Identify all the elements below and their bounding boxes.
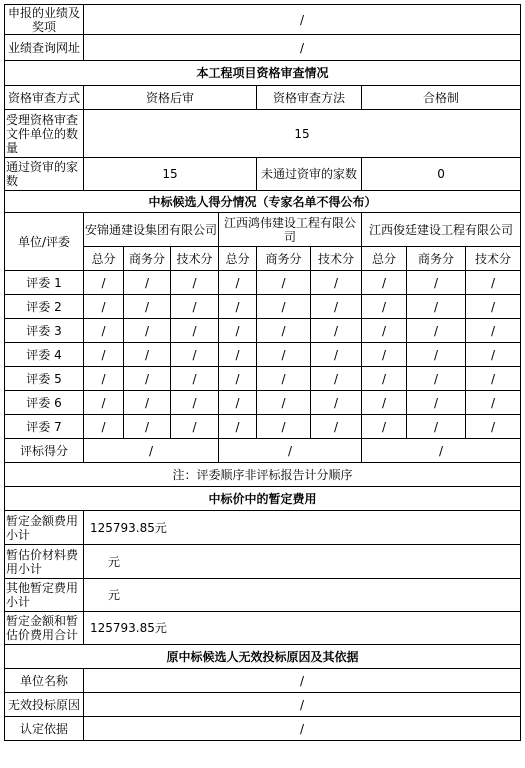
invalid-label: 认定依据 bbox=[5, 717, 84, 741]
invalid-row bbox=[5, 669, 521, 693]
achievements-label: 申报的业绩及奖项 bbox=[5, 5, 84, 35]
total-score-label: 评标得分 bbox=[5, 439, 84, 463]
judge-rows bbox=[5, 271, 521, 439]
score-cell: / bbox=[84, 271, 124, 295]
judge-label: 评委 4 bbox=[5, 343, 84, 367]
total-score-value: / bbox=[362, 439, 521, 463]
provisional-row bbox=[5, 612, 521, 645]
invalid-row bbox=[5, 717, 521, 741]
unit-judge-label: 单位/评委 bbox=[5, 213, 84, 271]
invalid-section-row bbox=[5, 645, 521, 669]
judge-label: 评委 5 bbox=[5, 367, 84, 391]
score-cell: / bbox=[311, 343, 362, 367]
query-url-row bbox=[5, 35, 521, 61]
passed-value: 15 bbox=[84, 158, 257, 191]
provisional-value: 元 bbox=[84, 545, 521, 579]
score-cell: / bbox=[257, 295, 311, 319]
score-cell: / bbox=[171, 271, 219, 295]
subheader-total: 总分 bbox=[84, 247, 124, 271]
score-cell: / bbox=[171, 343, 219, 367]
judge-row bbox=[5, 295, 521, 319]
provisional-row bbox=[5, 579, 521, 612]
provisional-section-title: 中标价中的暂定费用 bbox=[5, 487, 521, 511]
provisional-rows bbox=[5, 511, 521, 645]
score-cell: / bbox=[407, 367, 466, 391]
total-score-value: / bbox=[219, 439, 362, 463]
received-label: 受理资格审查文件单位的数量 bbox=[5, 110, 84, 158]
score-cell: / bbox=[407, 415, 466, 439]
score-cell: / bbox=[466, 391, 521, 415]
score-cell: / bbox=[311, 367, 362, 391]
scores-section-title: 中标候选人得分情况（专家名单不得公布） bbox=[5, 191, 521, 213]
provisional-row bbox=[5, 511, 521, 545]
qualification-section-row bbox=[5, 61, 521, 86]
provisional-label: 暂定金额和暂估价费用合计 bbox=[5, 612, 84, 645]
score-cell: / bbox=[219, 367, 257, 391]
score-cell: / bbox=[84, 295, 124, 319]
company-name: 安锦通建设集团有限公司 bbox=[84, 213, 219, 247]
score-cell: / bbox=[466, 415, 521, 439]
judge-row bbox=[5, 367, 521, 391]
score-cell: / bbox=[311, 319, 362, 343]
score-cell: / bbox=[362, 343, 407, 367]
score-cell: / bbox=[84, 319, 124, 343]
score-cell: / bbox=[124, 295, 171, 319]
judge-row bbox=[5, 343, 521, 367]
total-score-value: / bbox=[84, 439, 219, 463]
score-cell: / bbox=[466, 295, 521, 319]
score-cell: / bbox=[466, 319, 521, 343]
review-mode-row bbox=[5, 86, 521, 110]
score-cell: / bbox=[257, 367, 311, 391]
invalid-label: 无效投标原因 bbox=[5, 693, 84, 717]
judge-label: 评委 2 bbox=[5, 295, 84, 319]
query-url-value: / bbox=[84, 35, 521, 61]
score-cell: / bbox=[124, 319, 171, 343]
judge-label: 评委 1 bbox=[5, 271, 84, 295]
judge-row bbox=[5, 415, 521, 439]
score-cell: / bbox=[311, 391, 362, 415]
passed-label: 通过资审的家数 bbox=[5, 158, 84, 191]
score-cell: / bbox=[257, 319, 311, 343]
score-cell: / bbox=[466, 271, 521, 295]
score-cell: / bbox=[407, 295, 466, 319]
received-value: 15 bbox=[84, 110, 521, 158]
subheader-business: 商务分 bbox=[124, 247, 171, 271]
score-cell: / bbox=[124, 271, 171, 295]
score-cell: / bbox=[362, 367, 407, 391]
subheader-total: 总分 bbox=[219, 247, 257, 271]
score-cell: / bbox=[407, 343, 466, 367]
score-cell: / bbox=[362, 295, 407, 319]
score-cell: / bbox=[171, 391, 219, 415]
provisional-section-row bbox=[5, 487, 521, 511]
score-cell: / bbox=[219, 415, 257, 439]
provisional-label: 暂估价材料费用小计 bbox=[5, 545, 84, 579]
provisional-label: 暂定金额费用小计 bbox=[5, 511, 84, 545]
score-cell: / bbox=[257, 415, 311, 439]
qualification-section-title: 本工程项目资格审查情况 bbox=[5, 61, 521, 86]
score-cell: / bbox=[84, 415, 124, 439]
score-cell: / bbox=[407, 271, 466, 295]
query-url-label: 业绩查询网址 bbox=[5, 35, 84, 61]
score-cell: / bbox=[362, 415, 407, 439]
failed-label: 未通过资审的家数 bbox=[257, 158, 362, 191]
subheader-technical: 技术分 bbox=[466, 247, 521, 271]
provisional-label: 其他暂定费用小计 bbox=[5, 579, 84, 612]
failed-value: 0 bbox=[362, 158, 521, 191]
scores-note-row bbox=[5, 463, 521, 487]
score-cell: / bbox=[257, 271, 311, 295]
provisional-row bbox=[5, 545, 521, 579]
invalid-rows bbox=[5, 669, 521, 741]
score-cell: / bbox=[219, 271, 257, 295]
received-row bbox=[5, 110, 521, 158]
score-cell: / bbox=[362, 271, 407, 295]
score-cell: / bbox=[257, 391, 311, 415]
score-cell: / bbox=[84, 343, 124, 367]
score-cell: / bbox=[171, 295, 219, 319]
score-cell: / bbox=[219, 319, 257, 343]
score-cell: / bbox=[84, 367, 124, 391]
score-cell: / bbox=[362, 391, 407, 415]
score-cell: / bbox=[124, 343, 171, 367]
judge-row bbox=[5, 319, 521, 343]
bid-result-table bbox=[4, 4, 521, 741]
bid-result-document bbox=[4, 4, 521, 741]
subheader-total: 总分 bbox=[362, 247, 407, 271]
score-cell: / bbox=[124, 415, 171, 439]
score-cell: / bbox=[407, 391, 466, 415]
score-cell: / bbox=[219, 295, 257, 319]
judge-label: 评委 7 bbox=[5, 415, 84, 439]
invalid-value: / bbox=[84, 717, 521, 741]
subheader-technical: 技术分 bbox=[171, 247, 219, 271]
score-cell: / bbox=[466, 367, 521, 391]
invalid-label: 单位名称 bbox=[5, 669, 84, 693]
review-mode-value: 资格后审 bbox=[84, 86, 257, 110]
subheader-business: 商务分 bbox=[257, 247, 311, 271]
total-score-row bbox=[5, 439, 521, 463]
provisional-value: 元 bbox=[84, 579, 521, 612]
score-cell: / bbox=[362, 319, 407, 343]
company-name: 江西俊廷建设工程有限公司 bbox=[362, 213, 521, 247]
review-method-value: 合格制 bbox=[362, 86, 521, 110]
judge-row bbox=[5, 271, 521, 295]
score-cell: / bbox=[171, 367, 219, 391]
invalid-row bbox=[5, 693, 521, 717]
score-cell: / bbox=[124, 391, 171, 415]
invalid-value: / bbox=[84, 669, 521, 693]
scores-section-row bbox=[5, 191, 521, 213]
judge-label: 评委 6 bbox=[5, 391, 84, 415]
judge-row bbox=[5, 391, 521, 415]
invalid-section-title: 原中标候选人无效投标原因及其依据 bbox=[5, 645, 521, 669]
invalid-value: / bbox=[84, 693, 521, 717]
achievements-value: / bbox=[84, 5, 521, 35]
subheader-technical: 技术分 bbox=[311, 247, 362, 271]
company-name: 江西鸿伟建设工程有限公司 bbox=[219, 213, 362, 247]
provisional-value: 125793.85元 bbox=[84, 612, 521, 645]
score-cell: / bbox=[466, 343, 521, 367]
score-cell: / bbox=[84, 391, 124, 415]
score-cell: / bbox=[219, 391, 257, 415]
passed-row bbox=[5, 158, 521, 191]
score-cell: / bbox=[311, 295, 362, 319]
score-cell: / bbox=[171, 319, 219, 343]
review-method-label: 资格审查方法 bbox=[257, 86, 362, 110]
review-mode-label: 资格审查方式 bbox=[5, 86, 84, 110]
score-cell: / bbox=[311, 271, 362, 295]
scores-note: 注：评委顺序非评标报告计分顺序 bbox=[5, 463, 521, 487]
score-cell: / bbox=[311, 415, 362, 439]
judge-label: 评委 3 bbox=[5, 319, 84, 343]
company-header-row bbox=[5, 213, 521, 247]
score-cell: / bbox=[171, 415, 219, 439]
provisional-value: 125793.85元 bbox=[84, 511, 521, 545]
achievements-row bbox=[5, 5, 521, 35]
score-cell: / bbox=[407, 319, 466, 343]
subheader-business: 商务分 bbox=[407, 247, 466, 271]
score-cell: / bbox=[124, 367, 171, 391]
score-cell: / bbox=[257, 343, 311, 367]
score-cell: / bbox=[219, 343, 257, 367]
